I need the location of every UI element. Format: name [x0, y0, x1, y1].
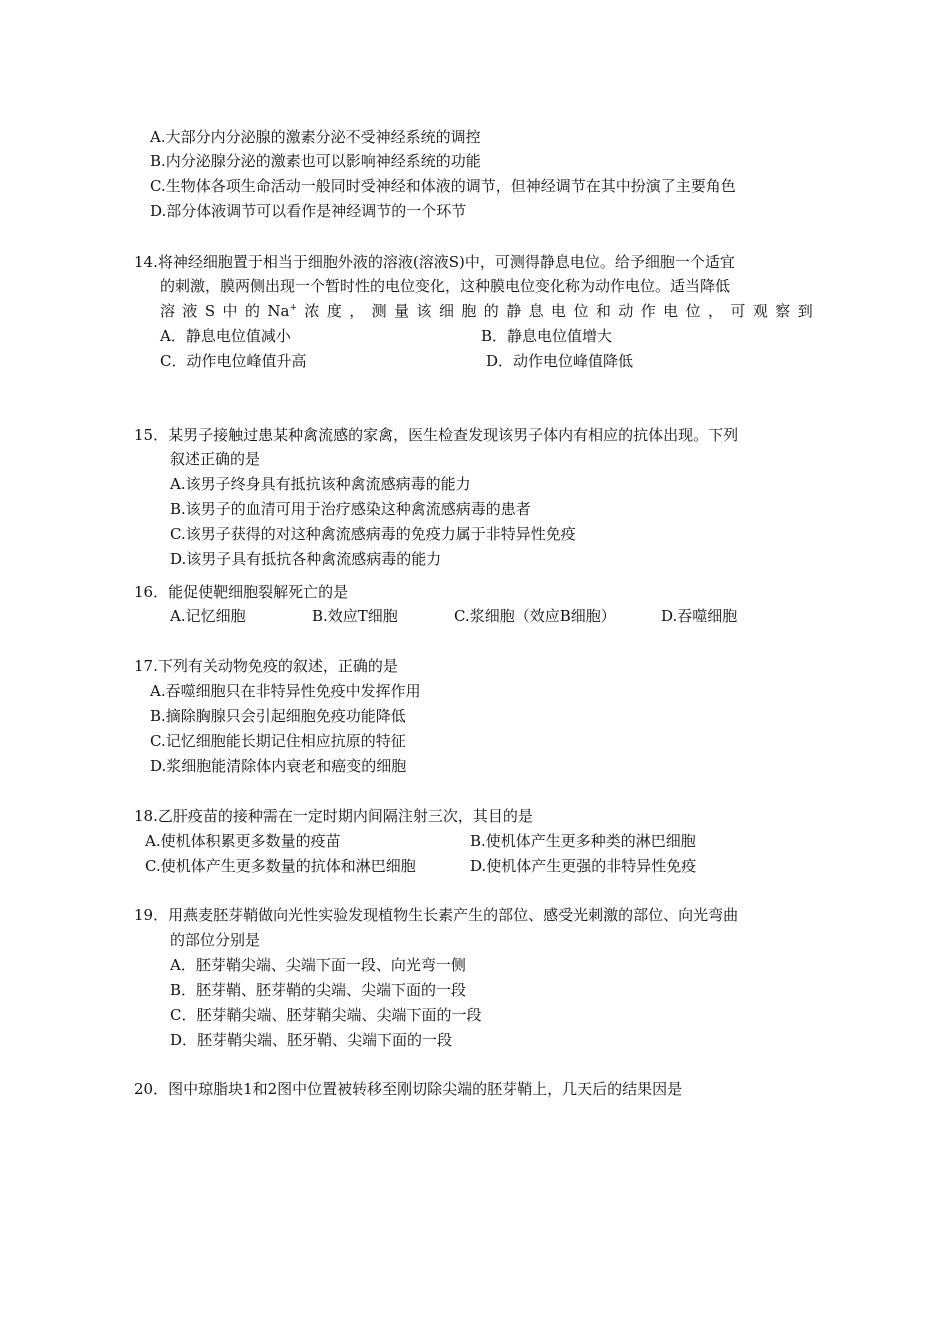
q19-option-c: C．胚芽鞘尖端、胚芽鞘尖端、尖端下面的一段: [170, 1006, 482, 1024]
q16-option-b: B.效应T细胞: [312, 607, 398, 625]
q20-stem: 20．图中琼脂块1和2图中位置被转移至刚切除尖端的胚芽鞘上，几天后的结果因是: [134, 1080, 683, 1098]
q19-option-b: B．胚芽鞘、胚芽鞘的尖端、尖端下面的一段: [170, 981, 467, 999]
q15-option-a: A.该男子终身具有抵抗该种禽流感病毒的能力: [170, 475, 471, 493]
q13-option-a: A.大部分内分泌腺的激素分泌不受神经系统的调控: [150, 128, 481, 146]
q17-option-c: C.记忆细胞能长期记住相应抗原的特征: [150, 732, 406, 750]
q18-stem: 18.乙肝疫苗的接种需在一定时期内间隔注射三次，其目的是: [134, 807, 533, 825]
q16-stem: 16．能促使靶细胞裂解死亡的是: [134, 583, 349, 601]
q18-option-c: C.使机体产生更多数量的抗体和淋巴细胞: [145, 857, 416, 875]
q17-option-d: D.浆细胞能清除体内衰老和癌变的细胞: [150, 757, 407, 775]
q14-option-a: A．静息电位值减小: [160, 327, 291, 345]
q17-option-a: A.吞噬细胞只在非特异性免疫中发挥作用: [150, 682, 421, 700]
q19-stem-line-2: 的部位分别是: [170, 931, 261, 949]
q13-option-c: C.生物体各项生命活动一般同时受神经和体液的调节，但神经调节在其中扮演了主要角色: [150, 177, 736, 195]
q13-option-b: B.内分泌腺分泌的激素也可以影响神经系统的功能: [150, 152, 481, 170]
na-superscript: +: [289, 303, 297, 313]
q18-option-d: D.使机体产生更强的非特异性免疫: [470, 857, 697, 875]
q17-stem: 17.下列有关动物免疫的叙述，正确的是: [134, 657, 398, 675]
q15-stem-line-2: 叙述正确的是: [170, 450, 261, 468]
q17-option-b: B.摘除胸腺只会引起细胞免疫功能降低: [150, 707, 406, 725]
q19-option-d: D．胚芽鞘尖端、胚牙鞘、尖端下面的一段: [170, 1031, 453, 1049]
q15-option-b: B.该男子的血清可用于治疗感染这种禽流感病毒的患者: [170, 500, 531, 518]
q14-stem-line-3: 溶 液 S 中 的 Na+ 浓 度 ， 测 量 该 细 胞 的 静 息 电 位 和 动 作 电 位 ， 可 观 察 到: [160, 302, 813, 320]
q14-option-d: D．动作电位峰值降低: [486, 352, 634, 370]
q16-option-d: D.吞噬细胞: [661, 607, 738, 625]
q18-option-b: B.使机体产生更多种类的淋巴细胞: [470, 832, 696, 850]
q16-option-a: A.记忆细胞: [170, 607, 246, 625]
q14-option-b: B．静息电位值增大: [481, 327, 613, 345]
q14-stem-line-2: 的刺激，膜两侧出现一个暂时性的电位变化，这种膜电位变化称为动作电位。适当降低: [160, 277, 731, 295]
q15-option-d: D.该男子具有抵抗各种禽流感病毒的能力: [170, 550, 442, 568]
q15-option-c: C.该男子获得的对这种禽流感病毒的免疫力属于非特异性免疫: [170, 525, 576, 543]
q19-stem-line-1: 19．用燕麦胚芽鞘做向光性实验发现植物生长素产生的部位、感受光刺激的部位、向光弯曲: [134, 906, 739, 924]
q13-option-d: D.部分体液调节可以看作是神经调节的一个环节: [150, 202, 467, 220]
q15-stem-line-1: 15．某男子接触过患某种禽流感的家禽，医生检查发现该男子体内有相应的抗体出现。下列: [134, 426, 739, 444]
q19-option-a: A．胚芽鞘尖端、尖端下面一段、向光弯一侧: [170, 956, 466, 974]
q18-option-a: A.使机体积累更多数量的疫苗: [145, 832, 341, 850]
q14-option-c: C．动作电位峰值升高: [160, 352, 307, 370]
q14-stem-line-1: 14.将神经细胞置于相当于细胞外液的溶液(溶液S)中，可测得静息电位。给予细胞一个适宜: [134, 253, 735, 271]
q16-option-c: C.浆细胞（效应B细胞）: [454, 607, 616, 625]
